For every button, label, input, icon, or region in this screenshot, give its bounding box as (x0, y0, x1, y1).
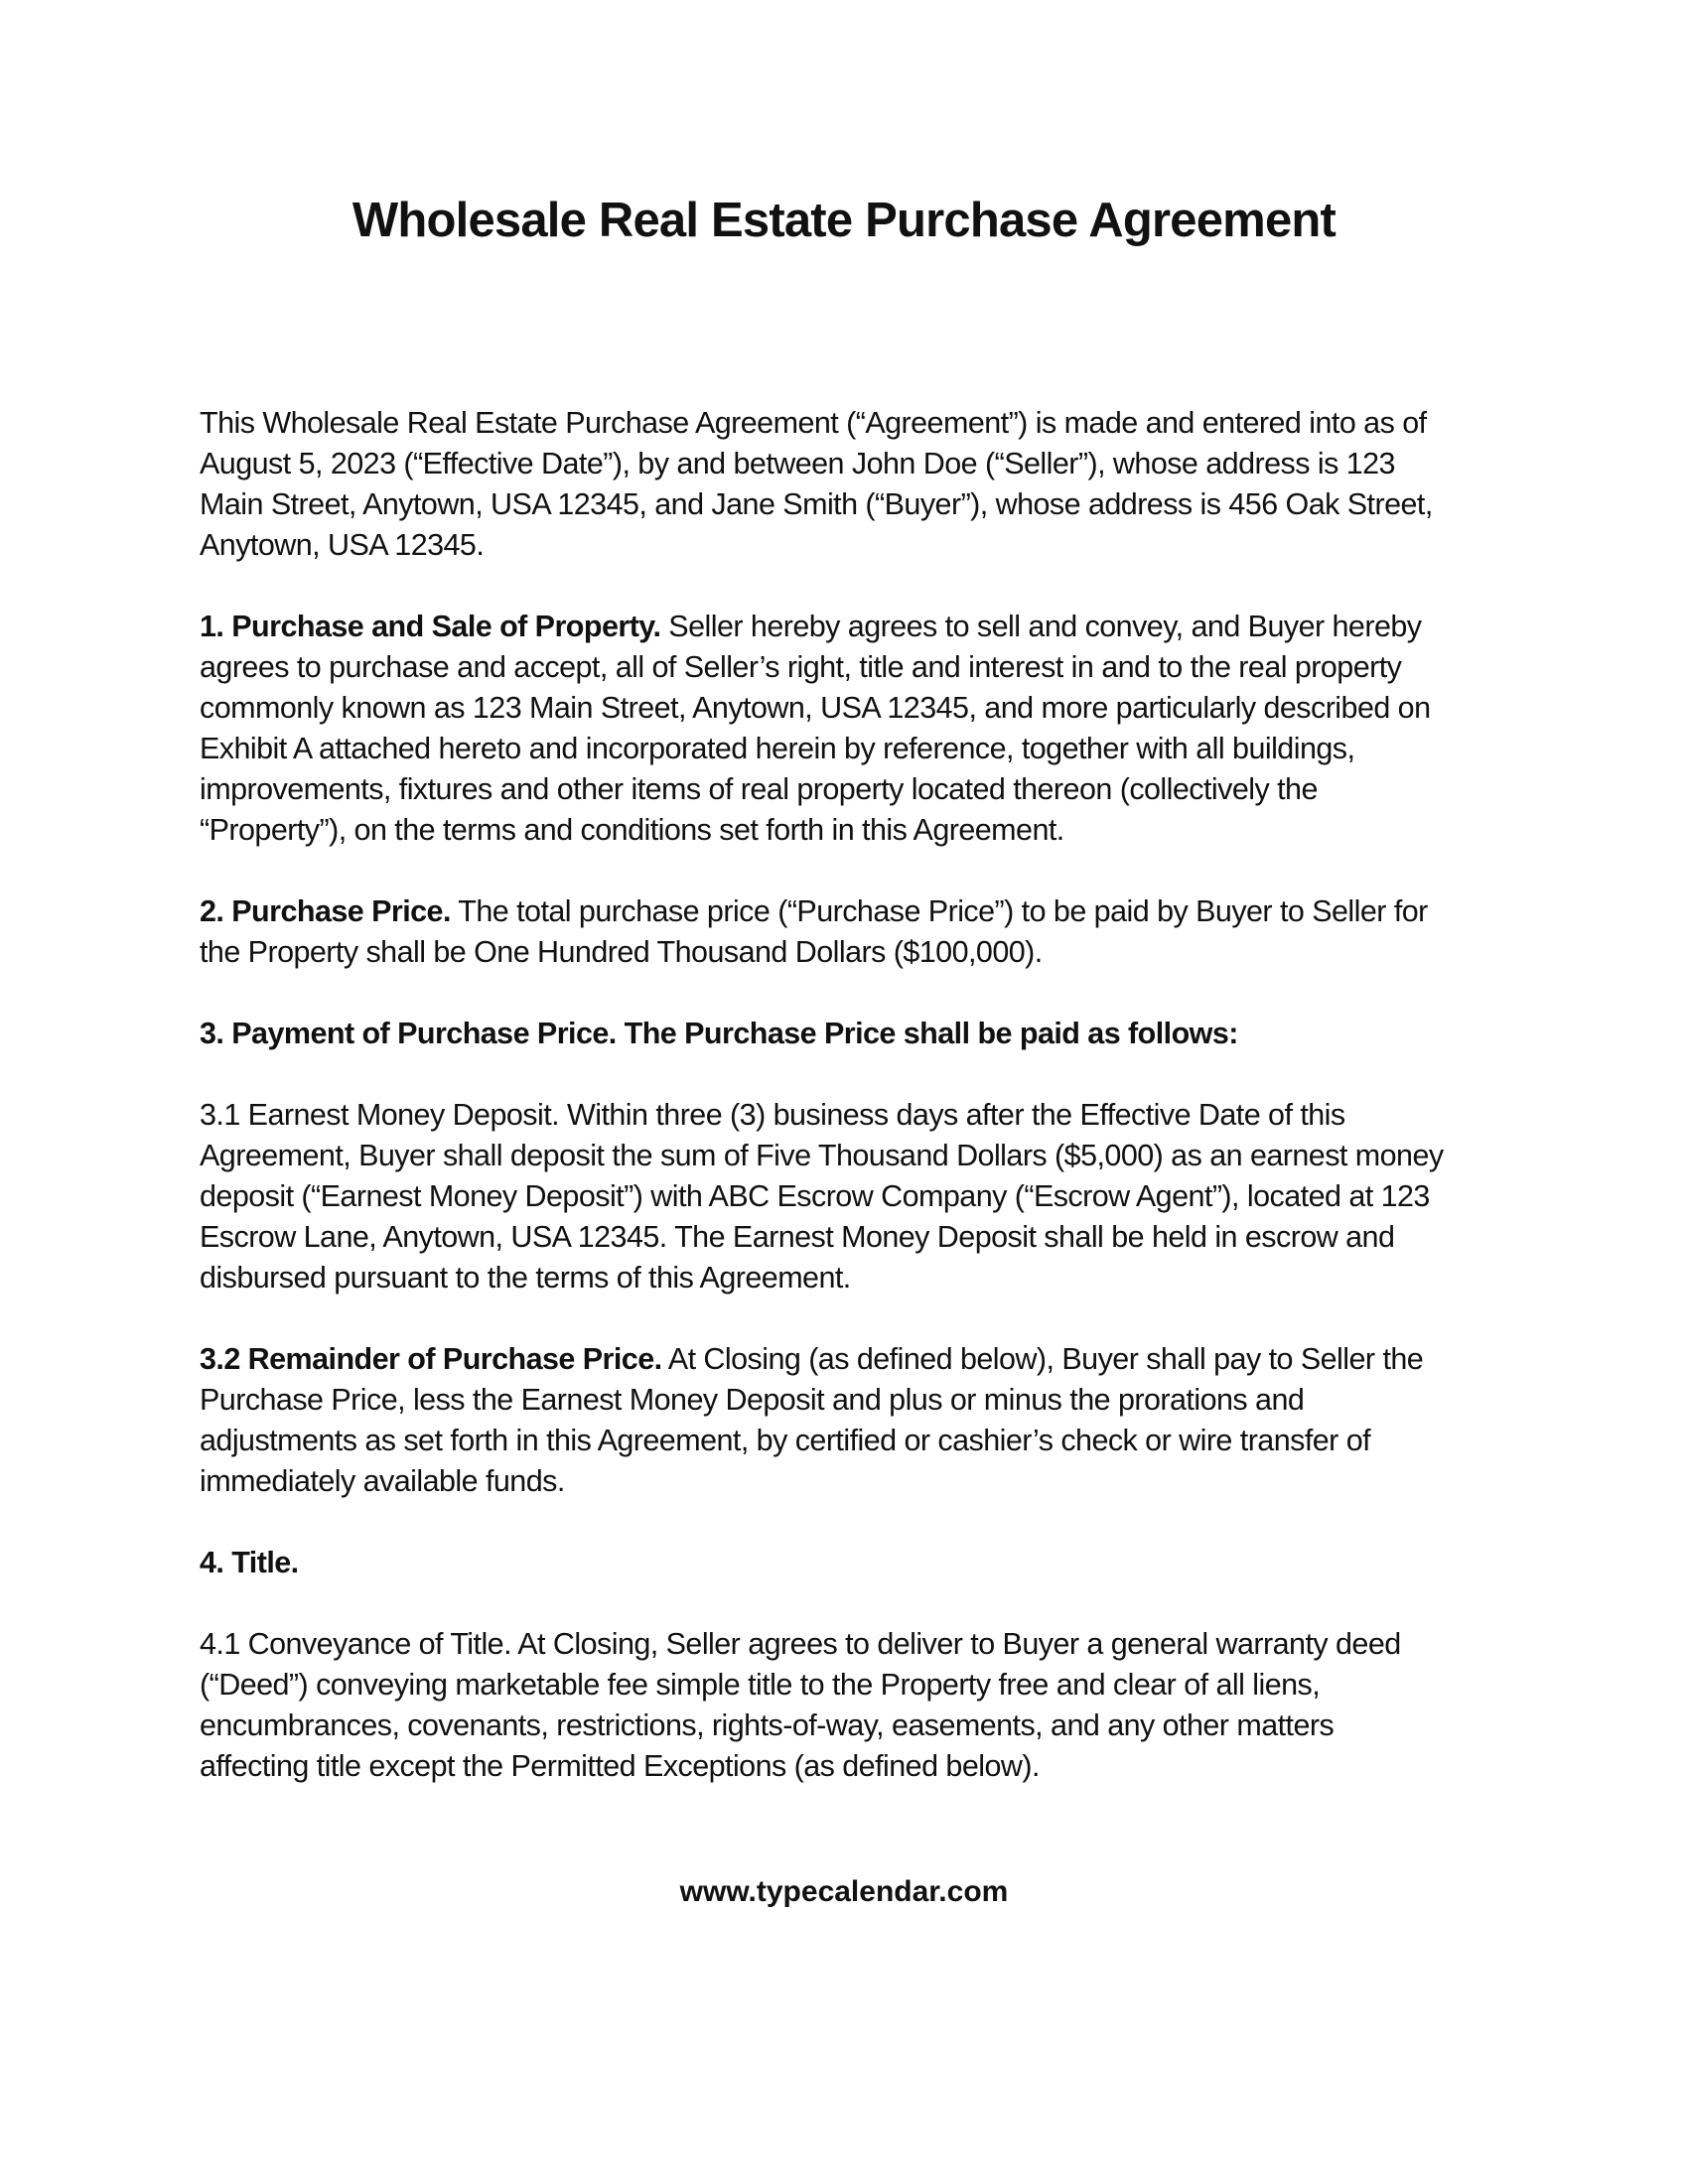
section-line: Escrow Lane, Anytown, USA 12345. The Earnest Money Deposit shall be held in escrow and (200, 1220, 1395, 1254)
section-line: encumbrances, covenants, restrictions, rights-of-way, easements, and any other matters (200, 1708, 1335, 1742)
section-remainder-of-price (200, 1339, 1520, 1502)
intro-paragraph (200, 403, 1520, 566)
section-purchase-and-sale (200, 607, 1520, 851)
section-text: The total purchase price (“Purchase Price”) to be paid by Buyer to Seller for (450, 894, 1428, 928)
section-line: Agreement, Buyer shall deposit the sum of Five Thousand Dollars ($5,000) as an earnest money (200, 1139, 1444, 1172)
section-heading: 2. Purchase Price. (200, 894, 451, 928)
section-line: affecting title except the Permitted Exceptions (as defined below). (200, 1749, 1040, 1783)
intro-line: Main Street, Anytown, USA 12345, and Jane Smith (“Buyer”), whose address is 456 Oak Street, (200, 487, 1433, 521)
section-line: Purchase Price, less the Earnest Money Deposit and plus or minus the prorations and (200, 1383, 1305, 1417)
footer-website-link[interactable]: www.typecalendar.com (679, 1875, 1009, 1908)
section-line: disbursed pursuant to the terms of this Agreement. (200, 1261, 851, 1295)
section-text: At Closing (as defined below), Buyer shall pay to Seller the (661, 1342, 1424, 1376)
document-body (200, 403, 1520, 1828)
intro-line: Anytown, USA 12345. (200, 528, 485, 562)
section-heading: 1. Purchase and Sale of Property. (200, 610, 661, 643)
section-line: deposit (“Earnest Money Deposit”) with ABC Escrow Company (“Escrow Agent”), located at 123 (200, 1179, 1430, 1213)
section-heading: 3.2 Remainder of Purchase Price. (200, 1342, 662, 1376)
section-payment-heading (200, 1014, 1520, 1054)
section-line: 3.1 Earnest Money Deposit. Within three (3) business days after the Effective Date of this (200, 1098, 1345, 1132)
section-line: the Property shall be One Hundred Thousand Dollars ($100,000). (200, 935, 1043, 969)
section-heading: 4. Title. (200, 1546, 299, 1579)
section-line: agrees to purchase and accept, all of Seller’s right, title and interest in and to the real property (200, 650, 1402, 684)
section-line: immediately available funds. (200, 1464, 565, 1498)
section-title-heading (200, 1543, 1520, 1583)
intro-line: This Wholesale Real Estate Purchase Agreement (“Agreement”) is made and entered into as of (200, 406, 1427, 440)
section-line: “Property”), on the terms and conditions set forth in this Agreement. (200, 813, 1064, 847)
section-line: Exhibit A attached hereto and incorporated herein by reference, together with all buildings, (200, 732, 1355, 765)
section-line: improvements, fixtures and other items of real property located thereon (collectively the (200, 772, 1318, 806)
section-line: adjustments as set forth in this Agreement, by certified or cashier’s check or wire transfer of (200, 1424, 1371, 1457)
section-purchase-price (200, 891, 1520, 973)
section-conveyance-of-title (200, 1624, 1520, 1787)
section-heading: 3. Payment of Purchase Price. The Purchase Price shall be paid as follows: (200, 1017, 1238, 1050)
section-line: commonly known as 123 Main Street, Anytown, USA 12345, and more particularly described on (200, 691, 1431, 725)
section-earnest-money-deposit (200, 1095, 1520, 1298)
section-text: Seller hereby agrees to sell and convey, and Buyer hereby (660, 610, 1422, 643)
section-line: (“Deed”) conveying marketable fee simple title to the Property free and clear of all liens, (200, 1668, 1321, 1702)
intro-line: August 5, 2023 (“Effective Date”), by and between John Doe (“Seller”), whose address is 123 (200, 447, 1395, 480)
section-line: 4.1 Conveyance of Title. At Closing, Seller agrees to deliver to Buyer a general warranty deed (200, 1627, 1401, 1661)
document-title: Wholesale Real Estate Purchase Agreement (352, 194, 1336, 247)
